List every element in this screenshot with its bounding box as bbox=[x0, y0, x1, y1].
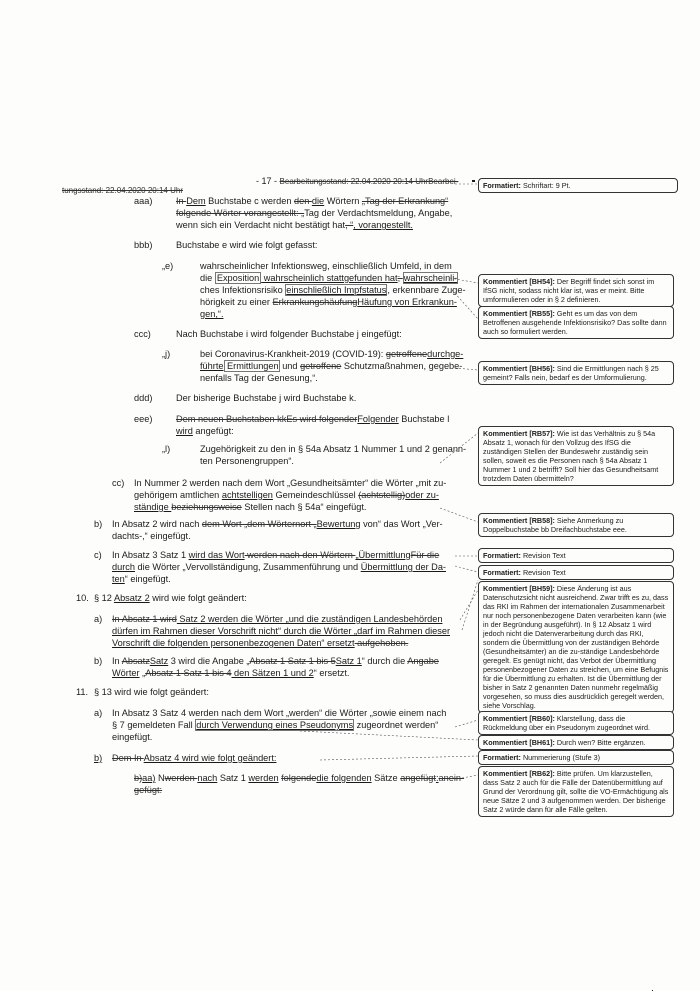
paragraph-line: Dem neuen Buchstaben kkEs wird folgenderFolgender Buchstabe l bbox=[176, 414, 450, 424]
paragraph-line: führte Ermittlungen und getroffene Schutzmaßnahmen, gegebe- bbox=[200, 361, 463, 371]
item-marker: ccc) bbox=[134, 329, 151, 339]
item-marker: „e) bbox=[162, 261, 174, 271]
comment-box[interactable]: Formatiert: Schriftart: 9 Pt. bbox=[478, 178, 678, 193]
comment-box[interactable]: Formatiert: Revision Text bbox=[478, 565, 674, 580]
paragraph-line: ten Personengruppen“. bbox=[200, 456, 294, 466]
comment-box[interactable]: Kommentiert [BH59]: Diese Änderung ist aus Datenschutzsicht nicht ausreichend. Zwar trifft es zu, dass das RKI im Rahmen der internationalen Zusammenarbeit nur noch personenbezogene Daten verarbeiten kann (wie in der Begründung ausgeführt). In § 12 Absatz 1 wird jedoch nicht die Datenverarbeitung durch das RKI, sondern die Übermittlung von der zuständigen Behörde (Gesundheitsämter) an die zu-ständige Landesbehörde geregelt. Es genügt nicht, das Verbot der Übermittlung personenbezogener Daten zu streichen, um eine Befugnis für die Übermittlung zu erhalten. Ist die Übermittlung der bisher in Satz 2 genannten Daten nunmehr regelmäßig vorgesehen, so muss dies ausdrücklich geregelt werden, siehe Vorschlag. bbox=[478, 581, 674, 713]
item-marker: „l) bbox=[162, 444, 171, 454]
comment-box[interactable]: Kommentiert [RB60]: Klarstellung, dass die Rückmeldung über ein Pseudonym zugeordnet wird. bbox=[478, 711, 674, 735]
item-marker: b) bbox=[94, 753, 103, 763]
paragraph-line: Nach Buchstabe i wird folgender Buchstabe j eingefügt: bbox=[176, 329, 402, 339]
paragraph-line: dürfen im Rahmen dieser Vorschrift nicht“ durch die Wörter „darf im Rahmen dieser bbox=[112, 626, 451, 636]
paragraph-line: § 13 wird wie folgt geändert: bbox=[94, 687, 209, 697]
item-marker: 11. bbox=[76, 687, 89, 697]
item-marker: bbb) bbox=[134, 240, 153, 250]
item-marker: c) bbox=[94, 550, 102, 560]
paragraph-line: ches Infektionsrisiko einschließlich Impfstatus, erkennbare Zuge- bbox=[200, 285, 466, 295]
item-marker: b) bbox=[94, 519, 103, 529]
deleted-stamp: Bearbeitungsstand: 22.04.2020 20:14 Uhr bbox=[279, 177, 429, 186]
paragraph-line: In Absatz 1 wird Satz 2 werden die Wörter „und die zuständigen Landesbehörden bbox=[112, 614, 443, 624]
paragraph-line: hörigkeit zu einer ErkrankungshäufungHäufung von Erkrankun- bbox=[200, 297, 457, 307]
paragraph-line: eingefügt. bbox=[112, 732, 153, 742]
paragraph-line: gehörigem amtlichen achtstelligen Gemeindeschlüssel (achtstellig)oder zu- bbox=[134, 490, 439, 500]
comment-box[interactable]: Formatiert: Nummerierung (Stufe 3) bbox=[478, 750, 674, 765]
comment-box[interactable]: Kommentiert [RB58]: Siehe Anmerkung zu Doppelbuchstabe bb Dreifachbuchstabe eee. bbox=[478, 513, 674, 537]
paragraph-line: gefügt: bbox=[134, 785, 163, 795]
paragraph-line: wenn sich ein Verdacht nicht bestätigt hat, “, vorangestellt. bbox=[176, 220, 413, 230]
comment-box[interactable]: Kommentiert [RB57]: Wie ist das Verhältnis zu § 54a Absatz 1, wonach für den Vollzug des IfSG die zuständigen Stellen der Bundeswehr zuständig sein sollen, soweit es die Personen nach § 54a Absatz 1 Nummer 1 und 2 betrifft? Soll hier das Gesundheitsamt trotzdem Daten übermitteln? bbox=[478, 426, 674, 486]
paragraph-line: bei Coronavirus-Krankheit-2019 (COVID-19): getroffenedurchge- bbox=[200, 349, 464, 359]
paragraph-line: In Absatz 2 wird nach dem Wort „dem Wörternort „Bewertung von“ das Wort „Ver- bbox=[112, 519, 443, 529]
paragraph-line: die Exposition wahrscheinlich stattgefunden hat; wahrscheinli- bbox=[200, 273, 458, 283]
paragraph-line: In Absatz 3 Satz 1 wird das Wort werden nach den Wörtern „ÜbermittlungFür die bbox=[112, 550, 440, 560]
item-marker: aaa) bbox=[134, 196, 153, 206]
paragraph-line: Buchstabe e wird wie folgt gefasst: bbox=[176, 240, 318, 250]
paragraph-line: Wörter „Absatz 1 Satz 1 bis 4 den Sätzen 1 und 2“ ersetzt. bbox=[112, 668, 350, 678]
item-marker: b) bbox=[94, 656, 103, 666]
comment-box[interactable]: Formatiert: Revision Text bbox=[478, 548, 674, 563]
comment-box[interactable]: Kommentiert [BH54]: Der Begriff findet sich sonst im IfSG nicht, sodass nicht klar ist, was er meint. Bitte umformulieren oder in § 2 definieren. bbox=[478, 274, 674, 307]
page-number: - 17 - bbox=[256, 176, 278, 186]
item-marker: a) bbox=[94, 708, 103, 718]
paragraph-line: nenfalls Tag der Genesung,“. bbox=[200, 373, 318, 383]
comment-box[interactable]: Kommentiert [RB62]: Bitte prüfen. Um klarzustellen, dass Satz 2 auch für die Fälle der Datenübermittlung auf Grund der Verordnung gilt, sollte die VO-Ermächtigung als neue Sätze 2 und 3 aufgenommen werden. Der bisherige Satz 2 würde dann für alle Fälle gelten. bbox=[478, 766, 674, 817]
paragraph-line: b)aa) Nwerden nach Satz 1 werden folgendedie folgenden Sätze angefügt:anein- bbox=[134, 773, 465, 783]
paragraph-line: Der bisherige Buchstabe j wird Buchstabe k. bbox=[176, 393, 357, 403]
paragraph-line: ständige beziehungsweise Stellen nach § 54a“ eingefügt. bbox=[134, 502, 367, 512]
item-marker: eee) bbox=[134, 414, 153, 424]
deleted-stamp-tail: Bearbei- bbox=[428, 177, 459, 186]
paragraph-line: In Dem Buchstabe c werden den die Wörtern „Tag der Erkrankung“ bbox=[176, 196, 449, 206]
item-marker: a) bbox=[94, 614, 103, 624]
paragraph-line: In Absatz 3 Satz 4 werden nach dem Wort „werden“ die Wörter „sowie einem nach bbox=[112, 708, 447, 718]
paragraph-line: In AbsatzSatz 3 wird die Angabe „Absatz 1 Satz 1 bis 5Satz 1“ durch die Angabe bbox=[112, 656, 439, 666]
paragraph-line: gen,“. bbox=[200, 309, 224, 319]
paragraph-line: Dem In Absatz 4 wird wie folgt geändert: bbox=[112, 753, 277, 763]
item-marker: „j) bbox=[162, 349, 171, 359]
deleted-stamp-left: tungsstand: 22.04.2020 20:14 Uhr bbox=[62, 186, 183, 195]
paragraph-line: ten“ eingefügt. bbox=[112, 574, 171, 584]
comment-box[interactable]: Kommentiert [BH56]: Sind die Ermittlungen nach § 25 gemeint? Falls nein, bedarf es der Umformulierung. bbox=[478, 361, 674, 385]
paragraph-line: In Nummer 2 werden nach dem Wort „Gesundheitsämter“ die Wörter „mit zu- bbox=[134, 478, 447, 488]
paragraph-line: Zugehörigkeit zu den in § 54a Absatz 1 Nummer 1 und 2 genann- bbox=[200, 444, 467, 454]
paragraph-line: durch die Wörter „Vervollständigung, Zusammenführung und Übermittlung der Da- bbox=[112, 562, 446, 572]
paragraph-line: dachts-,“ eingefügt. bbox=[112, 531, 191, 541]
comment-box[interactable]: Kommentiert [BH61]: Durch wen? Bitte ergänzen. bbox=[478, 735, 674, 750]
paragraph-line: Vorschrift die folgenden personenbezogenen Daten“ ersetzt aufgehoben. bbox=[112, 638, 409, 648]
comment-box[interactable]: Kommentiert [RB55]: Geht es um das von dem Betroffenen ausgehende Infektionsrisiko? Das sollte dann auch so formuliert werden. bbox=[478, 306, 674, 339]
item-marker: 10. bbox=[76, 593, 89, 603]
paragraph-line: § 12 Absatz 2 wird wie folgt geändert: bbox=[94, 593, 247, 603]
paragraph-line: § 7 gemeldeten Fall durch Verwendung eines Pseudonyms zugeordnet werden“ bbox=[112, 720, 439, 730]
paragraph-line: wird angefügt: bbox=[176, 426, 234, 436]
item-marker: ddd) bbox=[134, 393, 153, 403]
paragraph-line: wahrscheinlicher Infektionsweg, einschließlich Umfeld, in dem bbox=[200, 261, 452, 271]
item-marker: cc) bbox=[112, 478, 125, 488]
paragraph-line: folgende Wörter vorangestellt: „Tag der Verdachtsmeldung, Angabe, bbox=[176, 208, 453, 218]
